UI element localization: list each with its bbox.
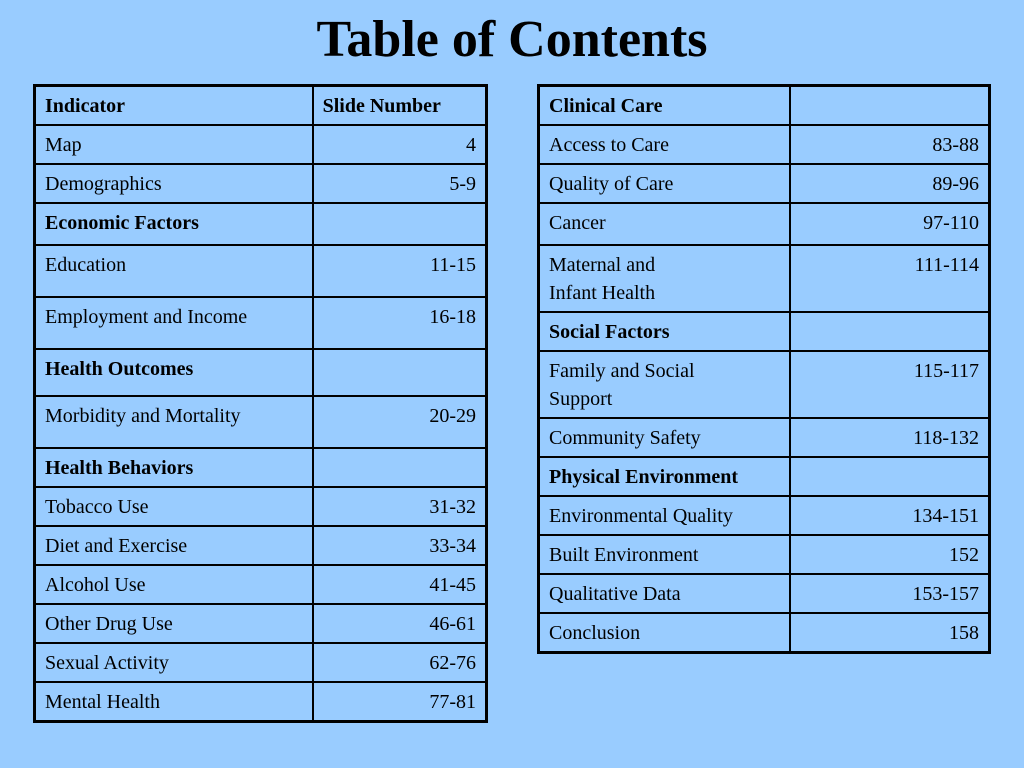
row-slide-number: 111-114: [790, 245, 989, 312]
table-row: [35, 565, 487, 604]
row-slide-number: [790, 86, 989, 126]
row-label: Alcohol Use: [35, 565, 313, 604]
row-label: Employment and Income: [35, 297, 313, 349]
table-row: [539, 418, 990, 457]
row-label: Sexual Activity: [35, 643, 313, 682]
section-row: [539, 86, 990, 126]
row-label: Mental Health: [35, 682, 313, 722]
table-row: [35, 396, 487, 448]
table-row: [35, 682, 487, 722]
clinical-care-table: [537, 84, 991, 654]
row-slide-number: 89-96: [790, 164, 989, 203]
indicator-table: [33, 84, 488, 723]
section-row: [539, 457, 990, 496]
table-row: [35, 487, 487, 526]
row-label: Tobacco Use: [35, 487, 313, 526]
row-label: Quality of Care: [539, 164, 791, 203]
row-slide-number: [790, 457, 989, 496]
row-slide-number: 62-76: [313, 643, 487, 682]
row-label: Diet and Exercise: [35, 526, 313, 565]
row-slide-number: 16-18: [313, 297, 487, 349]
row-slide-number: 46-61: [313, 604, 487, 643]
row-label: Community Safety: [539, 418, 791, 457]
row-label: Demographics: [35, 164, 313, 203]
table-row: [539, 535, 990, 574]
row-slide-number: 118-132: [790, 418, 989, 457]
table-row: [539, 164, 990, 203]
table-row: [539, 613, 990, 653]
table-row: [539, 245, 990, 312]
row-slide-number: 134-151: [790, 496, 989, 535]
section-row: [35, 349, 487, 396]
row-slide-number: 5-9: [313, 164, 487, 203]
page-title: Table of Contents: [316, 11, 708, 68]
row-slide-number: [313, 448, 487, 487]
row-slide-number: 153-157: [790, 574, 989, 613]
row-slide-number: [313, 203, 487, 245]
section-label: Health Outcomes: [35, 349, 313, 396]
row-label: Other Drug Use: [35, 604, 313, 643]
row-slide-number: 31-32: [313, 487, 487, 526]
row-slide-number: 33-34: [313, 526, 487, 565]
table-header-row: [35, 86, 487, 126]
row-label: Qualitative Data: [539, 574, 791, 613]
row-label: Morbidity and Mortality: [35, 396, 313, 448]
row-label: Conclusion: [539, 613, 791, 653]
table-row: [539, 574, 990, 613]
section-label: Physical Environment: [539, 457, 791, 496]
table-row: [35, 643, 487, 682]
section-label: Health Behaviors: [35, 448, 313, 487]
row-label: Built Environment: [539, 535, 791, 574]
row-label: Cancer: [539, 203, 791, 245]
row-slide-number: [790, 312, 989, 351]
section-label: Social Factors: [539, 312, 791, 351]
row-slide-number: 97-110: [790, 203, 989, 245]
section-row: [35, 448, 487, 487]
row-slide-number: 11-15: [313, 245, 487, 297]
table-row: [35, 526, 487, 565]
header-slide-number: Slide Number: [313, 86, 487, 126]
section-label: Clinical Care: [539, 86, 791, 126]
row-slide-number: 77-81: [313, 682, 487, 722]
row-label: Map: [35, 125, 313, 164]
row-label: Access to Care: [539, 125, 791, 164]
header-indicator: Indicator: [35, 86, 313, 126]
row-slide-number: 158: [790, 613, 989, 653]
row-slide-number: 20-29: [313, 396, 487, 448]
table-row: [539, 496, 990, 535]
table-row: [35, 164, 487, 203]
table-row: [539, 351, 990, 418]
table-row: [539, 125, 990, 164]
table-row: [35, 297, 487, 349]
row-slide-number: 41-45: [313, 565, 487, 604]
row-label: Education: [35, 245, 313, 297]
table-row: [539, 203, 990, 245]
row-label: Maternal and Infant Health: [539, 245, 791, 312]
row-slide-number: 4: [313, 125, 487, 164]
table-row: [35, 245, 487, 297]
row-label: Environmental Quality: [539, 496, 791, 535]
table-row: [35, 604, 487, 643]
row-label: Family and Social Support: [539, 351, 791, 418]
section-row: [35, 203, 487, 245]
section-label: Economic Factors: [35, 203, 313, 245]
row-slide-number: 83-88: [790, 125, 989, 164]
row-slide-number: 152: [790, 535, 989, 574]
row-slide-number: 115-117: [790, 351, 989, 418]
table-row: [35, 125, 487, 164]
section-row: [539, 312, 990, 351]
row-slide-number: [313, 349, 487, 396]
